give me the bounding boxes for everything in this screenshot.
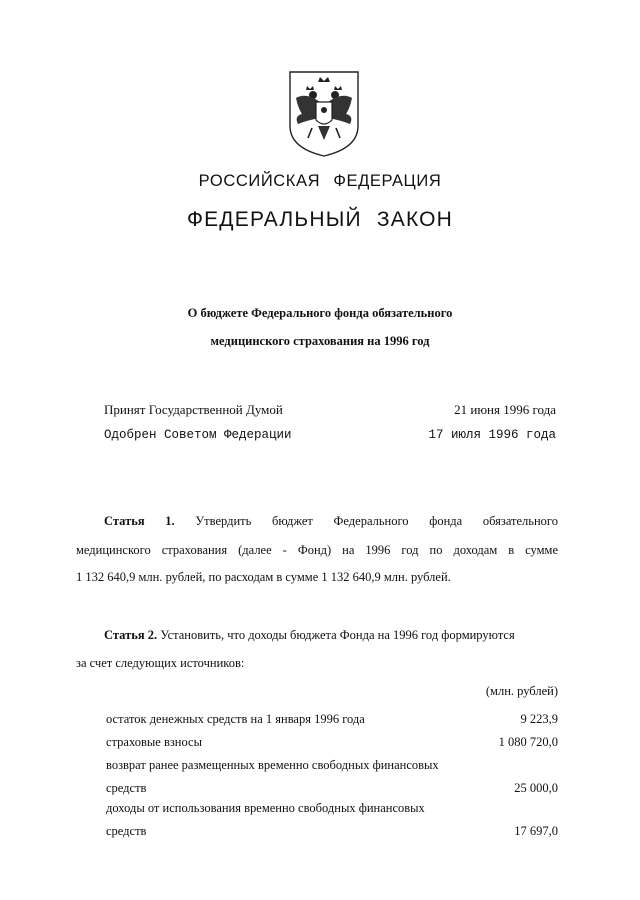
approved-by-council-date: 17 июля 1996 года xyxy=(428,428,556,442)
article-2-heading: Статья 2. xyxy=(104,628,158,642)
law-title-line-1: О бюджете Федерального фонда обязательного xyxy=(187,306,453,320)
adopted-by-duma-label: Принят Государственной Думой xyxy=(104,402,283,417)
source-label: страховые взносы xyxy=(106,735,202,749)
source-value: 25 000,0 xyxy=(514,781,558,795)
article-1-line-3: 1 132 640,9 млн. рублей, по расходам в сумме 1 132 640,9 млн. рублей. xyxy=(76,570,451,584)
article-2-line-1-text: Установить, что доходы бюджета Фонда на 1996 год формируются xyxy=(160,628,515,642)
coat-of-arms-emblem xyxy=(284,68,364,158)
country-heading: РОССИЙСКАЯ ФЕДЕРАЦИЯ xyxy=(198,172,442,190)
source-label: остаток денежных средств на 1 января 1996 года xyxy=(106,712,365,726)
source-value: 17 697,0 xyxy=(514,824,558,838)
article-1-line-2: медицинского страхования (далее - Фонд) на 1996 год по доходам в сумме xyxy=(76,543,558,557)
source-label-line-2: средств xyxy=(106,781,147,795)
article-2-line-1 xyxy=(104,628,558,643)
source-label-line-2: средств xyxy=(106,824,147,838)
source-label-line-1: возврат ранее размещенных временно свободных финансовых xyxy=(106,758,439,772)
source-value: 1 080 720,0 xyxy=(498,735,558,749)
approved-by-council-label: Одобрен Советом Федерации xyxy=(104,428,292,442)
source-label-line-1: доходы от использования временно свободных финансовых xyxy=(106,801,425,815)
source-value: 9 223,9 xyxy=(520,712,558,726)
adopted-by-duma-date: 21 июня 1996 года xyxy=(454,402,556,417)
article-1-heading: Статья 1. xyxy=(104,514,175,528)
article-1-line-1-text: Утвердить бюджет Федерального фонда обязательного xyxy=(195,514,558,528)
article-2-line-2: за счет следующих источников: xyxy=(76,656,245,670)
article-1-line-1 xyxy=(104,514,558,529)
law-title-line-2: медицинского страхования на 1996 год xyxy=(210,334,430,348)
unit-label: (млн. рублей) xyxy=(485,684,558,698)
law-type-heading: ФЕДЕРАЛЬНЫЙ ЗАКОН xyxy=(186,208,454,231)
